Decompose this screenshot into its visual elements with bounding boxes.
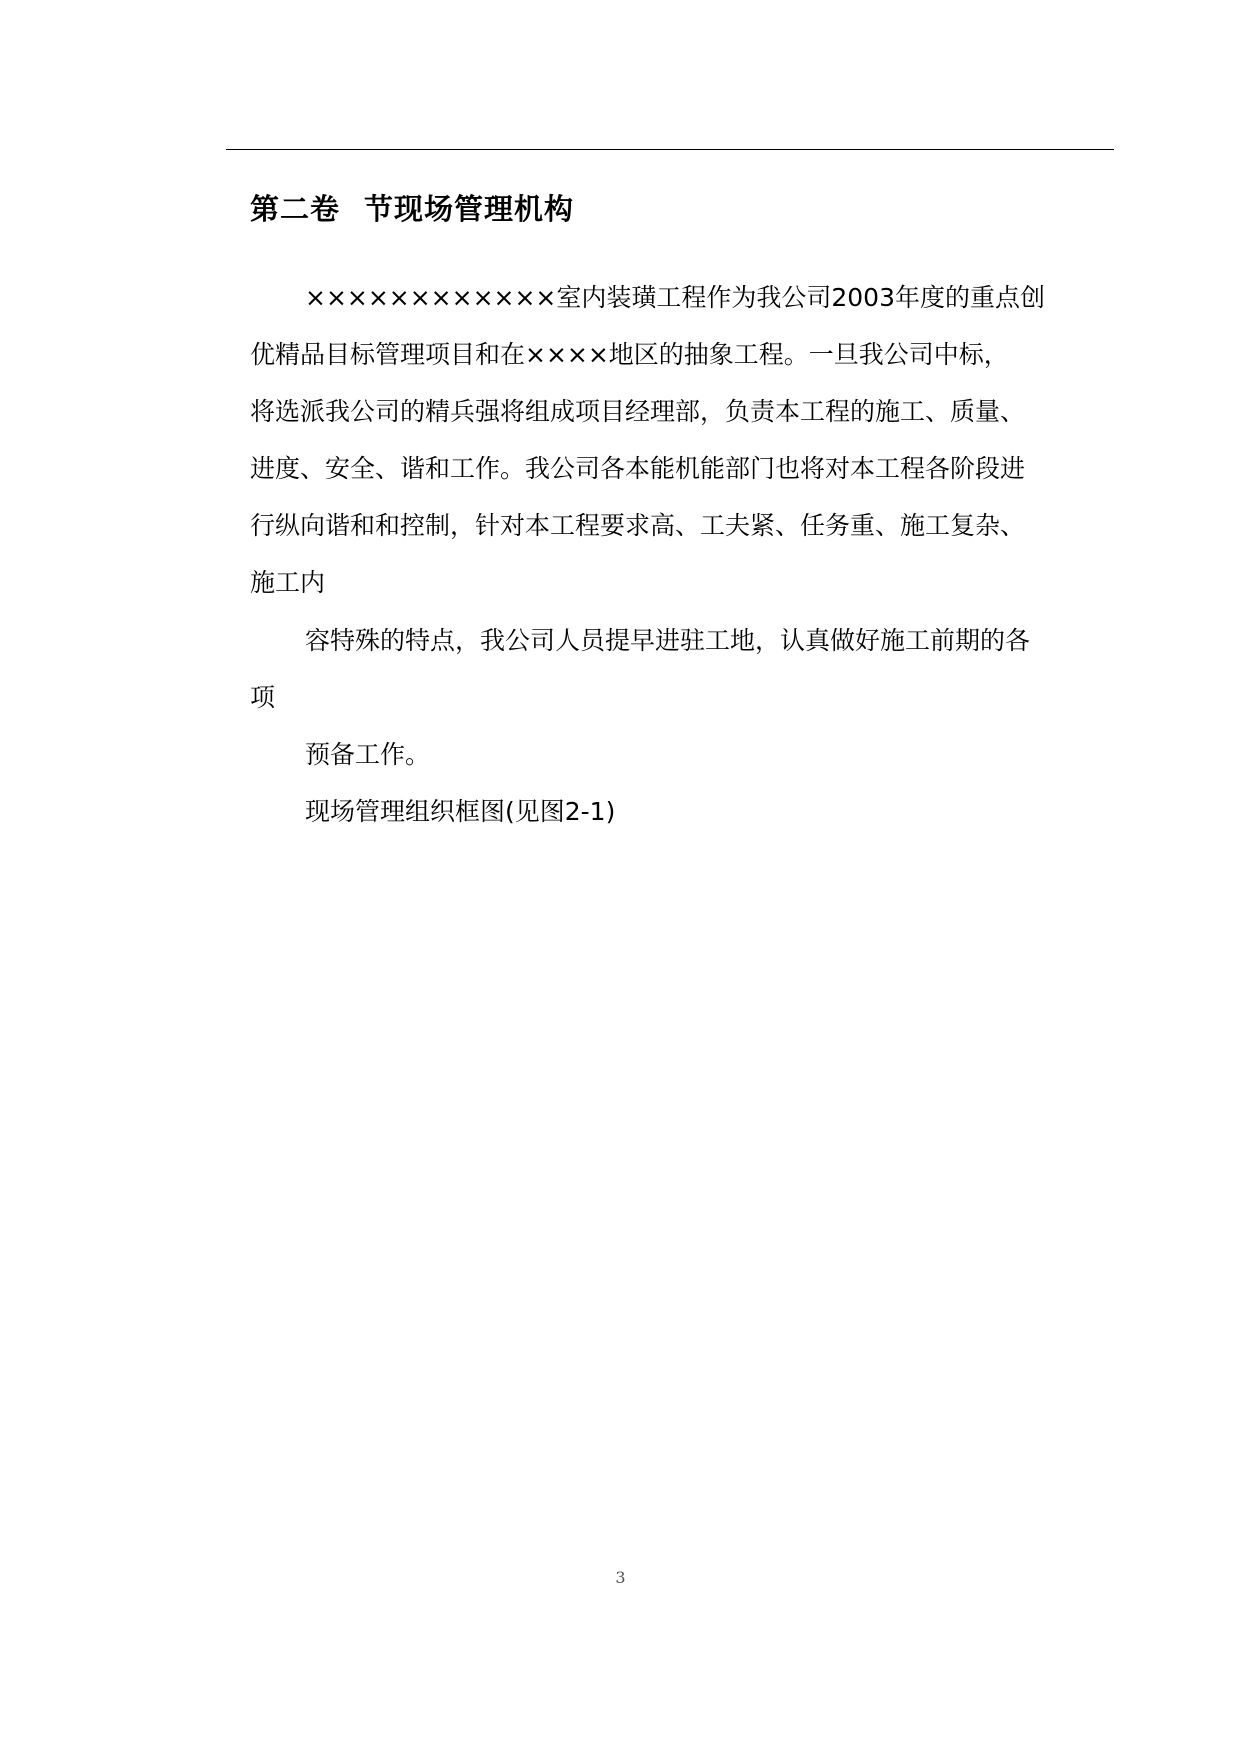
paragraph-line: 容特殊的特点，我公司人员提早进驻工地，认真做好施工前期的各 xyxy=(305,626,1031,655)
paragraph-line: 进度、安全、谐和工作。我公司各本能机能部门也将对本工程各阶段进 xyxy=(250,454,1026,483)
section-heading xyxy=(250,191,574,227)
figure-reference: 现场管理组织框图(见图2-1) xyxy=(305,797,616,826)
paragraph-line: 行纵向谐和和控制，针对本工程要求高、工夫紧、任务重、施工复杂、 xyxy=(250,511,1026,540)
heading-title: 节现场管理机构 xyxy=(364,192,575,226)
paragraph-line: 预备工作。 xyxy=(305,740,431,769)
heading-volume: 第二卷 xyxy=(250,192,341,226)
paragraph-line: 施工内 xyxy=(250,568,326,597)
paragraph-line: 项 xyxy=(250,683,276,712)
header-rule xyxy=(226,149,1114,150)
page-number: 3 xyxy=(615,1568,626,1587)
paragraph-line: 优精品目标管理项目和在××××地区的抽象工程。一旦我公司中标， xyxy=(250,340,1009,369)
paragraph-line: ××××××××××××室内装璜工程作为我公司2003年度的重点创 xyxy=(305,283,1045,312)
paragraph-line: 将选派我公司的精兵强将组成项目经理部，负责本工程的施工、质量、 xyxy=(250,397,1026,426)
